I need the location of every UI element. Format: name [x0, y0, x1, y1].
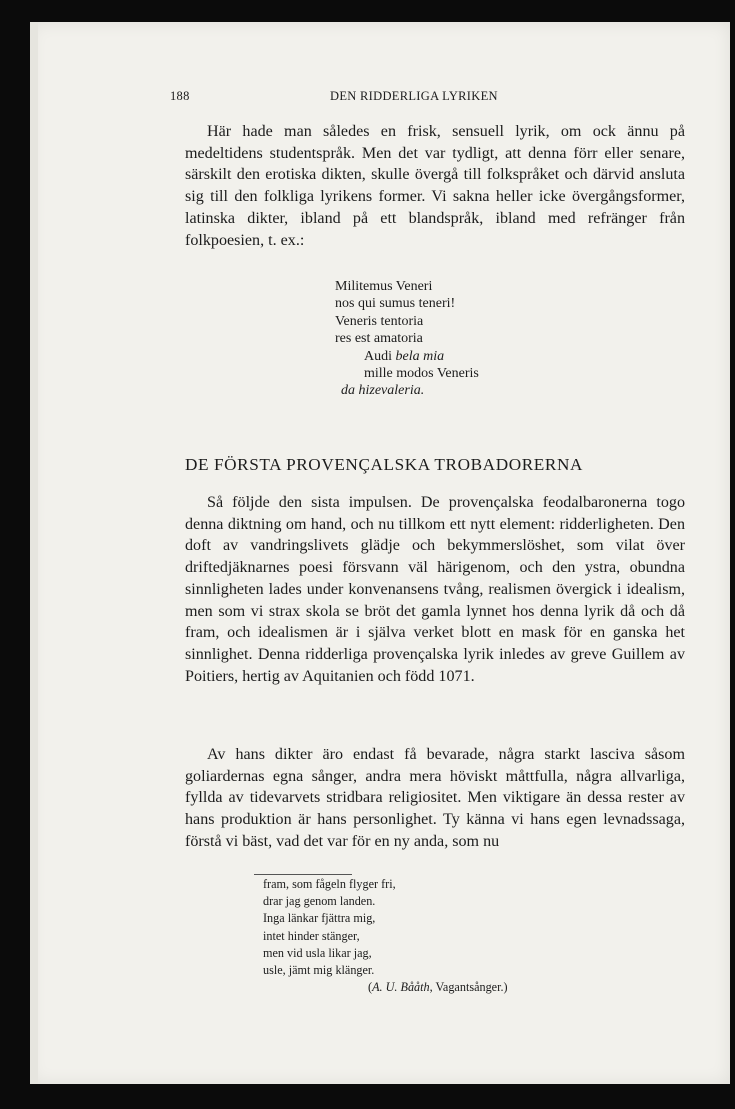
paragraph-3 [185, 744, 685, 853]
footnote-credit [263, 979, 508, 996]
verse-line: da hizevaleria. [341, 383, 425, 399]
verse-line: Veneris tentoria [335, 313, 424, 329]
verse-line: mille modos Veneris [364, 366, 479, 382]
footnote-line: drar jag genom landen. [263, 894, 376, 909]
verse-line: nos qui sumus teneri! [335, 296, 456, 312]
footnote-line: fram, som fågeln flyger fri, [263, 877, 396, 891]
footnote-line: intet hinder stänger, [263, 928, 360, 943]
page-number: 188 [170, 89, 190, 103]
credit-open: ( [368, 980, 373, 995]
section-heading: DE FÖRSTA PROVENÇALSKA TROBADORERNA [185, 455, 583, 474]
verse-line: res est amatoria [335, 331, 423, 347]
running-title: DEN RIDDERLIGA LYRIKEN [330, 89, 498, 103]
paragraph-text: Här hade man således en frisk, sensuell lyrik, om ock ännu på medeltidens studentspråk. Men det var tydligt, att denna förr eller senare, särskilt den erotiska dikten, skulle övergå till folkspråket och därvid ansluta sig till den folkliga lyrikens former. Vi sakna heller icke övergångsformer, latinska dikter, ibland på ett blandspråk, ibland med refränger från folkpoesien, t. ex.: [185, 123, 685, 249]
paragraph-text: Så följde den sista impulsen. De provençalska feodalbaronerna togo denna diktning om hand, och nu tillkom ett nytt element: ridderligheten. Den doft av vandringslivets glädje och bekymmerslöshet, som vilat över driftedjäknarnes poesi försvann väl härigenom, och den ystra, obundna sinnligheten lades under konvenansens tvång, realismen övergick i idealism, men som vi strax skola se bröt det gamla lynnet hos denna lyrik då och då fram, och idealismen är i själva verket blott en mask för en ganska het sinnlighet. Denna ridderliga provençalska lyrik inledes av greve Guillem av Poitiers, hertig av Aquitanien och född 1071. [185, 494, 685, 685]
verse-text: Audi [364, 348, 396, 364]
book-page [30, 22, 730, 1084]
footnote-verse [263, 876, 508, 996]
paragraph-text: Av hans dikter äro endast få bevarade, några starkt lasciva såsom goliardernas egna sånger, andra mera höviskt måttfulla, några allvarliga, fyllda av tidevarvets stridbara religiositet. Men viktigare än dessa rester av hans produktion är hans personlighet. Ty känna vi hans egen levnadssaga, förstå vi bäst, vad det var för en ny anda, som nu [185, 746, 685, 850]
footnote-line: Inga länkar fjättra mig, [263, 911, 376, 926]
paragraph-2 [185, 492, 685, 687]
page-edge [30, 22, 38, 1084]
footnote-line: usle, jämt mig klänger. [263, 963, 375, 978]
verse-line [335, 348, 479, 365]
verse-line: Militemus Veneri [335, 279, 433, 294]
footnote-divider [254, 874, 352, 875]
credit-title: , Vagantsånger.) [429, 980, 508, 995]
footnote-line: men vid usla likar jag, [263, 945, 372, 960]
latin-verse-quote [335, 278, 479, 400]
verse-italic-text: bela mia [395, 348, 445, 364]
credit-author: A. U. Bååth [372, 980, 430, 995]
paragraph-1 [185, 121, 685, 251]
